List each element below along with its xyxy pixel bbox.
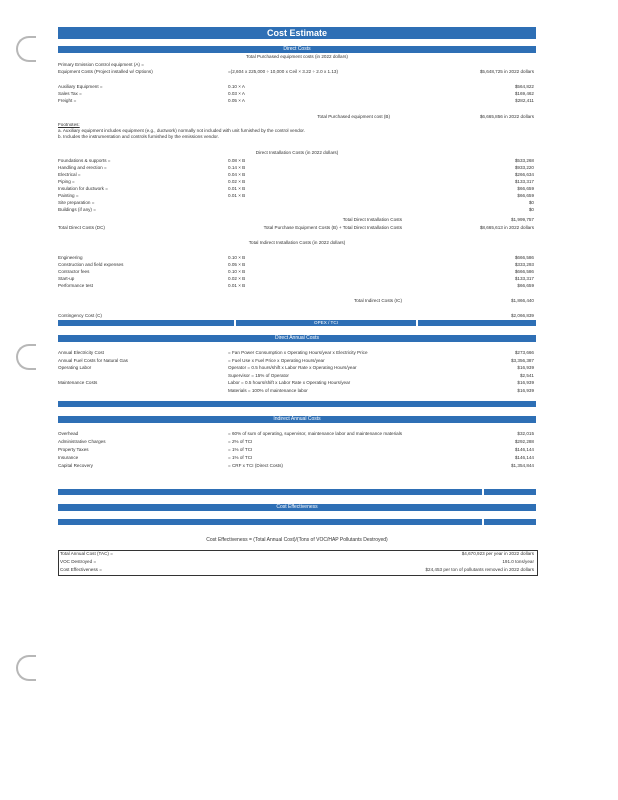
summary-voc-value: 191.0 tons/year — [502, 559, 534, 564]
opex-bar-left — [58, 320, 234, 326]
purchased-item-factor: 0.03 × A — [228, 91, 245, 96]
indirect-label: Engineering — [58, 255, 83, 260]
total-direct-cost-formula: Total Purchase Equipment Costs (B) + Total Direct Installation Costs — [263, 225, 402, 230]
indirect-factor: 0.10 × B — [228, 255, 246, 260]
direct-annual-label: Maintenance Costs — [58, 380, 98, 385]
direct-install-value: $133,317 — [514, 179, 534, 184]
indirect-label: Construction and field expenses — [58, 262, 124, 267]
binder-hole-bottom — [16, 655, 36, 681]
indirect-annual-label: Capital Recovery — [58, 463, 93, 468]
direct-install-value: $266,634 — [514, 172, 534, 177]
annual-total-bar-left — [58, 489, 482, 495]
purchased-item-label: Freight = — [58, 98, 77, 103]
indirect-factor: 0.10 × B — [228, 269, 246, 274]
direct-annual-value: $16,939 — [517, 365, 534, 370]
binder-hole-middle — [16, 344, 36, 370]
direct-install-label: Handling and erection = — [58, 165, 107, 170]
cost-eff-bar-left — [58, 519, 482, 525]
indirect-install-header: Total Indirect Installation Costs (in 2022 dollars) — [248, 240, 346, 245]
section-direct-costs: Direct Costs — [58, 46, 536, 53]
direct-annual-formula: Supervisor = 15% of Operator — [228, 372, 289, 378]
indirect-factor: 0.05 × B — [228, 262, 246, 267]
total-direct-install-label: Total Direct Installation Costs — [342, 217, 402, 222]
indirect-annual-value: $146,144 — [514, 455, 534, 460]
direct-annual-formula: Labor = 0.5 hours/shift x Labor Rate x Operating Hours/year — [228, 380, 351, 385]
indirect-annual-value: $32,015 — [517, 431, 534, 436]
direct-install-factor: 0.02 × B — [228, 179, 246, 184]
indirect-value: $66,659 — [517, 283, 534, 288]
indirect-factor: 0.01 × B — [228, 283, 246, 288]
indirect-annual-formula: = 2% of TCI — [228, 439, 253, 444]
direct-annual-formula: = Fan Power Consumption x Operating Hours/year x Electricity Price — [228, 350, 368, 355]
total-indirect-label: Total Indirect Costs (IC) — [354, 298, 402, 303]
total-direct-cost-label: Total Direct Costs (DC) — [58, 225, 105, 230]
indirect-value: $666,586 — [514, 269, 534, 274]
equip-line2-value: $5,648,725 in 2022 dollars — [479, 69, 534, 74]
footnote-a: a. Auxiliary equipment includes equipment (e.g., ductwork) normally not included with unit furnished by the control vendor. — [58, 128, 305, 133]
direct-install-value: $0 — [528, 207, 534, 212]
direct-annual-value: $2,541 — [519, 372, 534, 378]
direct-install-factor: 0.08 × B — [228, 158, 246, 163]
binder-hole-top — [16, 36, 36, 62]
direct-install-factor: 0.01 × B — [228, 193, 246, 198]
purchased-header: Total Purchased equipment costs (in 2022 dollars) — [246, 54, 348, 59]
indirect-annual-formula: = 60% of sum of operating, supervisor, maintenance labor and maintenance materials — [228, 431, 403, 436]
direct-install-value: $933,220 — [514, 165, 534, 170]
indirect-label: Performance test — [58, 283, 93, 288]
purchased-item-label: Auxiliary Equipment = — [58, 84, 103, 89]
total-indirect-value: $1,866,440 — [511, 298, 534, 303]
direct-install-label: Painting = — [58, 193, 79, 198]
total-direct-cost-value: $8,665,613 in 2022 dollars — [479, 225, 534, 230]
indirect-annual-value: $146,144 — [514, 447, 534, 452]
direct-install-label: Electrical = — [58, 172, 81, 177]
summary-ce-value: $24,453 per ton of pollutants removed in 2022 dollars — [425, 567, 534, 572]
summary-voc-label: VOC Destroyed = — [60, 559, 97, 564]
summary-tac-value: $4,670,923 per year in 2022 dollars — [461, 551, 534, 556]
footnote-b: b. Includes the instrumentation and controls furnished by the emissions vendor. — [58, 134, 219, 139]
indirect-label: Start-up — [58, 276, 75, 281]
indirect-annual-label: Insurance — [58, 455, 79, 460]
indirect-value: $133,317 — [514, 276, 534, 281]
opex-bar-right — [418, 320, 536, 326]
cost-eff-formula: Cost Effectiveness = (Total Annual Cost)/(Tons of VOC/HAP Pollutants Destroyed) — [206, 537, 388, 543]
section-indirect-annual: Indirect Annual Costs — [58, 416, 536, 423]
indirect-annual-value: $1,354,844 — [511, 463, 534, 468]
direct-install-value: $66,659 — [517, 193, 534, 198]
indirect-annual-label: Overhead — [58, 431, 79, 436]
direct-annual-formula: Operator = 0.5 hours/shift x Labor Rate x Operating Hours/year — [228, 365, 357, 370]
direct-install-label: Site preparation = — [58, 200, 95, 205]
divider-bar — [58, 401, 536, 407]
page-title: Cost Estimate — [58, 27, 536, 39]
direct-annual-label: Annual Fuel Costs for Natural Gas — [58, 357, 128, 363]
direct-annual-formula: = Fuel Use x Fuel Price x Operating Hours/year — [228, 357, 325, 363]
purchased-item-value: $564,822 — [514, 84, 534, 89]
direct-install-value: $533,268 — [514, 158, 534, 163]
indirect-annual-value: $292,288 — [514, 439, 534, 444]
summary-tac-label: Total Annual Cost (TAC) = — [60, 551, 113, 556]
opex-bar-label: OPEX / TCI — [236, 320, 416, 326]
equip-line1-label: Primary Emission Control equipment (A) = — [58, 62, 144, 67]
direct-install-label: Insulation for ductwork = — [58, 186, 108, 191]
indirect-annual-formula: = CRF x TCI (Direct Costs) — [228, 463, 283, 468]
direct-install-label: Buildings (if any) = — [58, 207, 96, 212]
indirect-annual-formula: = 1% of TCI — [228, 447, 253, 452]
direct-annual-label: Operating Labor — [58, 365, 92, 370]
cost-eff-bar-right — [484, 519, 536, 525]
purchased-item-value: $169,462 — [514, 91, 534, 96]
purchased-item-factor: 0.05 × A — [228, 98, 245, 103]
direct-install-value: $0 — [528, 200, 534, 205]
total-purchased-value: $6,665,856 in 2022 dollars — [479, 114, 534, 119]
indirect-value: $666,586 — [514, 255, 534, 260]
direct-install-header: Direct Installation Costs (in 2022 dollars) — [255, 150, 339, 155]
direct-install-label: Foundations & supports = — [58, 158, 111, 163]
section-direct-annual: Direct Annual Costs — [58, 335, 536, 342]
direct-annual-value: $3,356,387 — [511, 357, 534, 363]
direct-annual-value: $16,939 — [517, 387, 534, 393]
indirect-factor: 0.02 × B — [228, 276, 246, 281]
direct-install-factor: 0.01 × B — [228, 186, 246, 191]
purchased-item-label: Sales Tax = — [58, 91, 82, 96]
equip-line2-label: Equipment Costs (Project installed w/ Options) — [58, 69, 153, 74]
direct-annual-label: Annual Electricity Cost — [58, 350, 104, 355]
direct-install-factor: 0.14 × B — [228, 165, 246, 170]
purchased-item-value: $282,411 — [515, 98, 534, 103]
direct-install-value: $66,659 — [517, 186, 534, 191]
annual-total-bar-right — [484, 489, 536, 495]
direct-annual-formula: Materials = 100% of maintenance labor — [228, 387, 308, 393]
total-direct-install-value: $1,999,757 — [511, 217, 534, 222]
direct-annual-value: $273,666 — [514, 350, 534, 355]
purchased-item-factor: 0.10 × A — [228, 84, 245, 89]
direct-install-label: Piping = — [58, 179, 75, 184]
equip-line2-formula: =(2,604 x 225,000 ÷ 10,000 x Ceil × 3.22 ÷ 2.0 x 1.13) — [228, 69, 339, 74]
total-purchased-label: Total Purchased equipment cost (B) — [317, 114, 390, 119]
indirect-annual-label: Administrative Charges — [58, 439, 106, 444]
summary-ce-label: Cost Effectiveness = — [60, 567, 102, 572]
contingency-value: $2,066,839 — [511, 313, 534, 318]
section-cost-eff: Cost Effectiveness — [58, 504, 536, 511]
indirect-annual-label: Property Taxes — [58, 447, 89, 452]
contingency-label: Contingency Cost (C) — [58, 313, 102, 318]
indirect-label: Contractor fees — [58, 269, 90, 274]
indirect-annual-formula: = 1% of TCI — [228, 455, 253, 460]
direct-install-factor: 0.04 × B — [228, 172, 246, 177]
footnotes-heading: Footnotes: — [58, 122, 80, 127]
indirect-value: $333,293 — [514, 262, 534, 267]
direct-annual-value: $16,939 — [517, 380, 534, 385]
